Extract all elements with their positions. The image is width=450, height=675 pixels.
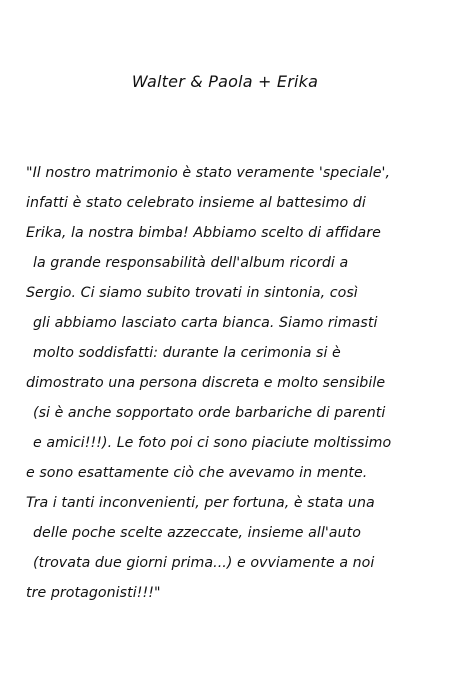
page-title: Walter & Paola + Erika — [131, 72, 319, 91]
text-line: la grande responsabilità dell'album ricordi a — [33, 255, 349, 271]
text-line: tre protagonisti!!!" — [26, 585, 161, 601]
text-line: dimostrato una persona discreta e molto sensibile — [26, 375, 386, 391]
text-line: Tra i tanti inconvenienti, per fortuna, è stata una — [26, 495, 375, 511]
text-line: molto soddisfatti: durante la cerimonia si è — [33, 345, 341, 361]
text-line: e sono esattamente ciò che avevamo in mente. — [26, 465, 368, 481]
testimonial-text — [26, 158, 436, 608]
text-line: gli abbiamo lasciato carta bianca. Siamo rimasti — [33, 315, 378, 331]
text-line: Sergio. Ci siamo subito trovati in sintonia, così — [26, 285, 358, 301]
text-line: delle poche scelte azzeccate, insieme all'auto — [33, 525, 361, 541]
text-line: (si è anche sopportato orde barbariche di parenti — [33, 405, 386, 421]
text-line: Erika, la nostra bimba! Abbiamo scelto di affidare — [26, 225, 381, 241]
text-line: infatti è stato celebrato insieme al battesimo di — [26, 195, 366, 211]
text-line: "Il nostro matrimonio è stato veramente 'speciale', — [26, 165, 391, 181]
text-line: (trovata due giorni prima...) e ovviamente a noi — [33, 555, 375, 571]
text-line: e amici!!!). Le foto poi ci sono piaciute moltissimo — [33, 435, 392, 451]
